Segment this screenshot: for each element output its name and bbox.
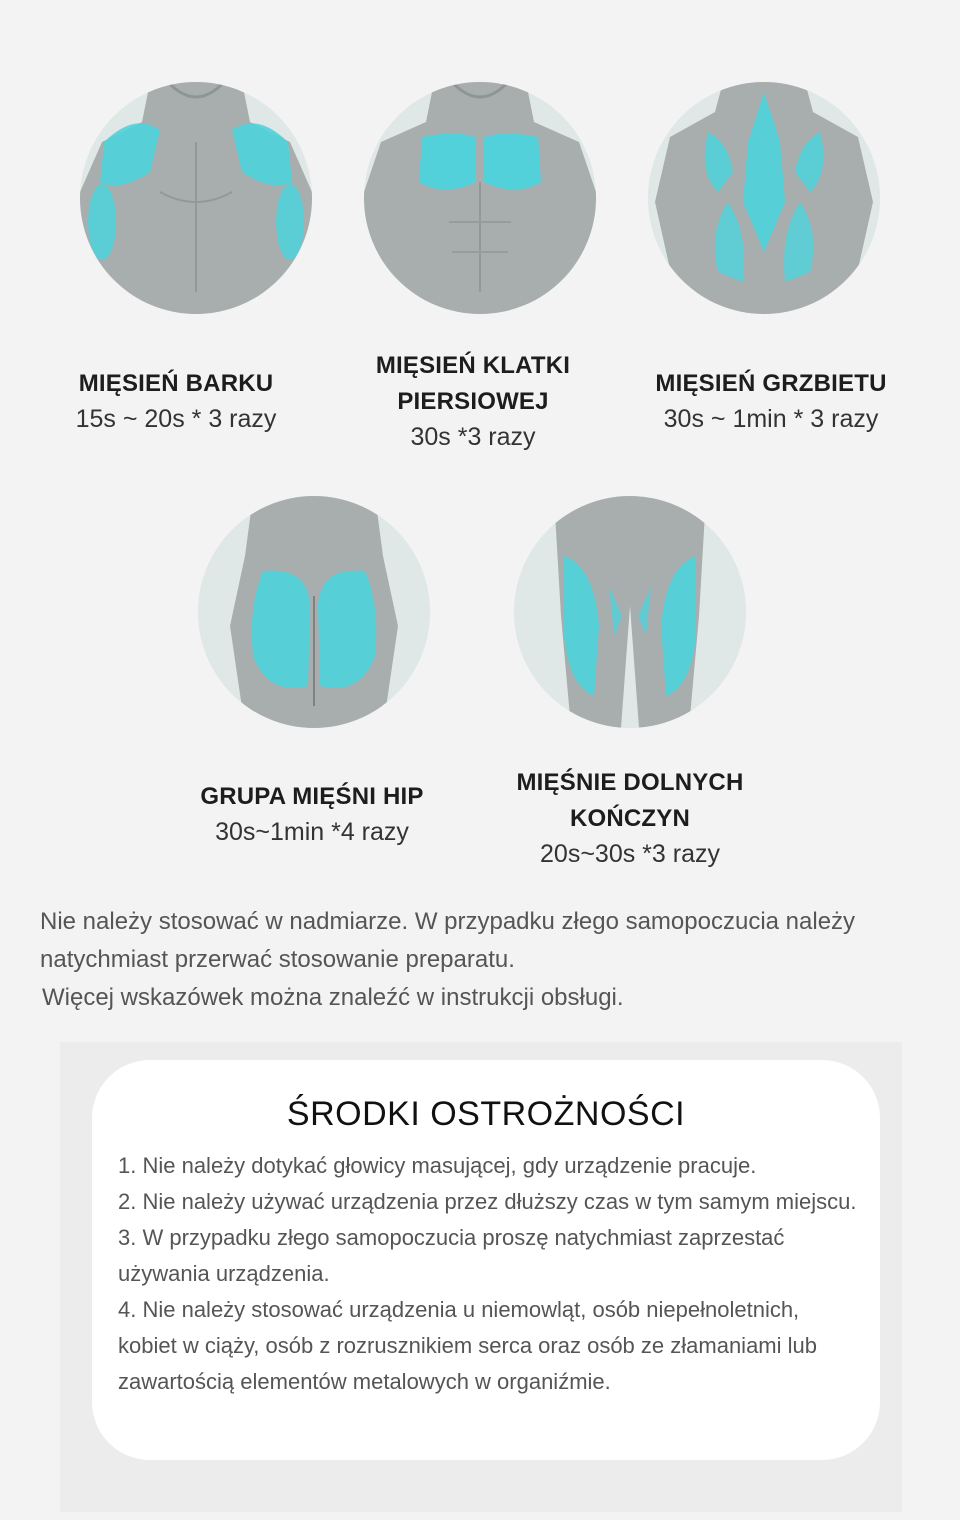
muscle-dose: 30s *3 razy	[410, 423, 536, 451]
muscle-label-hip	[170, 779, 454, 849]
precaution-item: 2. Nie należy używać urządzenia przez dłuższy czas w tym samym miejscu.	[118, 1189, 857, 1214]
muscle-label-back	[626, 366, 916, 436]
precautions-list	[118, 1148, 863, 1400]
usage-warning	[40, 903, 930, 1017]
muscle-title: MIĘSIEŃ BARKU	[78, 370, 274, 397]
precaution-item: 1. Nie należy dotykać głowicy masującej, gdy urządzenie pracuje.	[118, 1153, 757, 1178]
warning-line-2: natychmiast przerwać stosowanie preparatu.	[40, 946, 515, 973]
muscle-title-line-1: MIĘSIEŃ KLATKI	[375, 352, 571, 379]
muscle-title-line-1: MIĘŚNIE DOLNYCH	[516, 769, 744, 796]
muscle-title: GRUPA MIĘŚNI HIP	[200, 783, 424, 810]
precautions-card	[92, 1060, 880, 1460]
warning-line-1: Nie należy stosować w nadmiarze. W przypadku złego samopoczucia należy	[40, 908, 856, 935]
muscle-dose: 15s ~ 20s * 3 razy	[75, 405, 277, 433]
muscle-dose: 30s~1min *4 razy	[215, 818, 409, 846]
muscle-dose: 30s ~ 1min * 3 razy	[663, 405, 879, 433]
shoulder-muscle-image	[80, 82, 312, 314]
hip-muscle-icon	[198, 496, 430, 728]
precaution-item: 4. Nie należy stosować urządzenia u niemowląt, osób niepełnoletnich, kobiet w ciąży, osób z rozrusznikiem serca oraz osób ze złamaniami lub zawartością elementów metalowych w organiźmie.	[118, 1297, 817, 1394]
muscle-label-shoulder	[38, 366, 314, 436]
back-muscle-icon	[648, 82, 880, 314]
muscle-label-chest	[332, 348, 614, 454]
leg-muscle-icon	[514, 496, 746, 728]
muscle-title-line-2: KOŃCZYN	[569, 805, 691, 832]
leg-muscle-image	[514, 496, 746, 728]
precaution-item: 3. W przypadku złego samopoczucia proszę natychmiast zaprzestać używania urządzenia.	[118, 1225, 785, 1286]
muscle-dose: 20s~30s *3 razy	[540, 840, 720, 868]
muscle-title-line-2: PIERSIOWEJ	[397, 388, 549, 415]
muscle-title: MIĘSIEŃ GRZBIETU	[655, 370, 887, 397]
back-muscle-image	[648, 82, 880, 314]
warning-line-3: Więcej wskazówek można znaleźć w instrukcji obsługi.	[42, 984, 624, 1011]
muscle-label-legs	[484, 765, 776, 871]
shoulder-muscle-icon	[80, 82, 312, 314]
chest-muscle-icon	[364, 82, 596, 314]
precautions-title: ŚRODKI OSTROŻNOŚCI	[286, 1095, 686, 1133]
chest-muscle-image	[364, 82, 596, 314]
hip-muscle-image	[198, 496, 430, 728]
